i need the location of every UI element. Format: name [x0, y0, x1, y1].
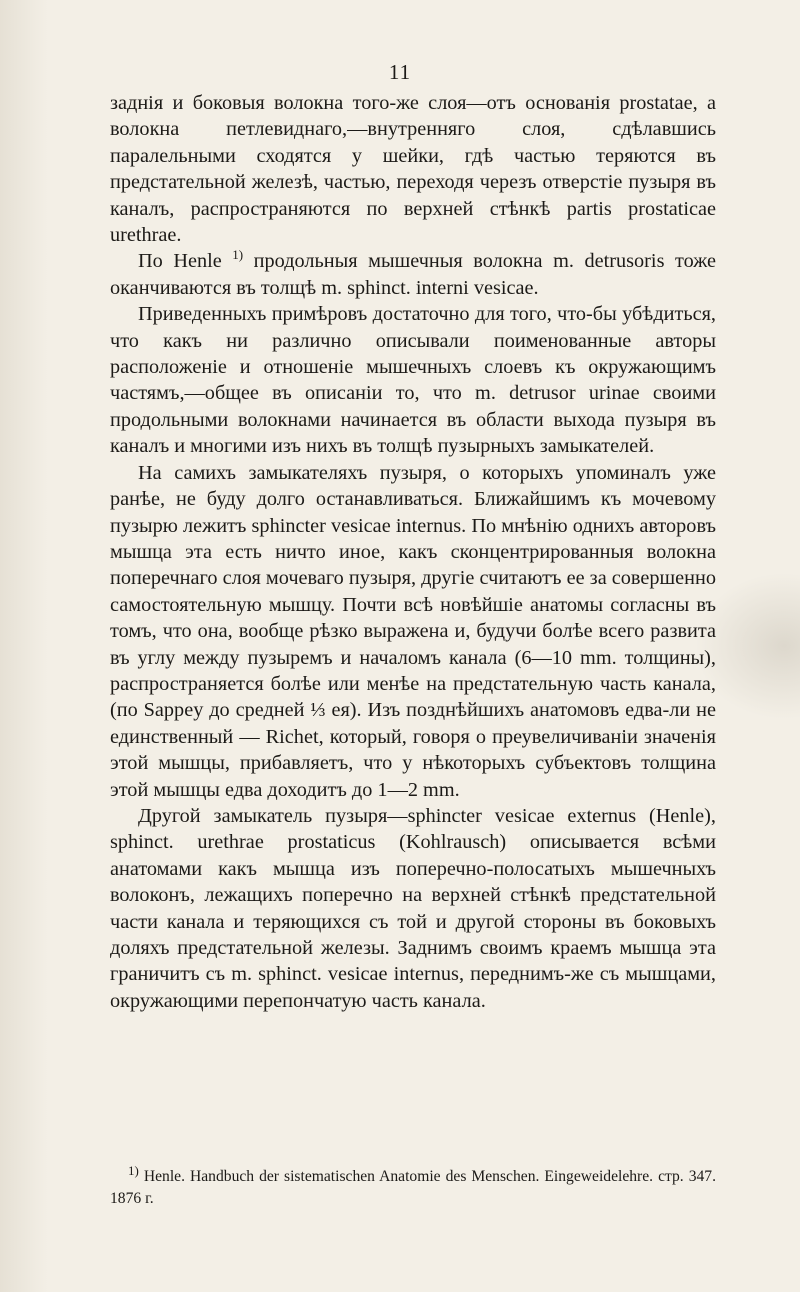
footnote [110, 1162, 716, 1210]
paragraph-5: Другой замыкатель пузыря—sphincter vesicae externus (Henle), sphinct. urethrae prostaticus (Kohlrausch) описывается всѣми анатомами какъ мышца изъ поперечно-полосатыхъ мышечныхъ волоконъ, лежащихъ поперечно на верхней стѣнкѣ предстательной части канала и теряющихся съ той и другой стороны въ боковыхъ доляхъ предстательной железы. Заднимъ своимъ краемъ мышца эта граничитъ съ m. sphinct. vesicae internus, переднимъ-же съ мышцами, окружающими перепончатую часть канала. [110, 804, 716, 1012]
paragraph-2 [110, 248, 716, 301]
paragraph-4: На самихъ замыкателяхъ пузыря, о которыхъ упоминалъ уже ранѣе, не буду долго останавливаться. Ближайшимъ къ мочевому пузырю лежитъ sphincter vesicae internus. По мнѣнію однихъ авторовъ мышца эта есть ничто иное, какъ сконцентрированныя волокна поперечнаго слоя мочеваго пузыря, другіе считаютъ ее за совершенно самостоятельную мышцу. Почти всѣ новѣйшіе анатомы согласны въ томъ, что она, вообще рѣзко выражена и, будучи болѣе всего развита въ углу между пузыремъ и началомъ канала (6—10 mm. толщины), распространяется болѣе или менѣе на предстательную часть канала, (по Sappey до средней ⅓ ея). Изъ позднѣйшихъ анатомовъ едва-ли не единственный — Richet, который, говоря о преувеличиваніи значенія этой мышцы, прибавляетъ, что у нѣкоторыхъ субъектовъ толщина этой мышцы едва доходитъ до 1—2 mm. [110, 461, 716, 801]
paragraph-2-start: По Henle [138, 250, 233, 273]
body-text [110, 90, 716, 1014]
paragraph-2-end: продольныя мышечныя волокна m. detrusoris тоже оканчиваются въ толщѣ m. sphinct. interni vesicae. [110, 250, 716, 299]
footnote-text [110, 1162, 716, 1210]
footnote-citation: Henle. Handbuch der sistematischen Anatomie des Menschen. Eingeweidelehre. стр. 347. 1876 г. [110, 1168, 716, 1207]
footnote-reference: 1) [232, 247, 244, 263]
paragraph-3: Приведенныхъ примѣровъ достаточно для того, что-бы убѣдиться, что какъ ни различно описывали поименованные авторы расположеніе и отношеніе мышечныхъ слоевъ къ окружающимъ частямъ,—общее въ описаніи то, что m. detrusor urinae своими продольными волокнами начинается въ области выхода пузыря въ каналъ и многими изъ нихъ въ толщѣ пузырныхъ замыкателей. [110, 303, 716, 458]
footnote-mark: 1) [128, 1162, 139, 1178]
page-number: 11 [388, 60, 412, 84]
paragraph-1: заднія и боковыя волокна того-же слоя—отъ основанія prostatae, а волокна петлевиднаго,—внутренняго слоя, сдѣлавшись паралельными сходятся у шейки, гдѣ частью теряются въ предстательной железѣ, частью, переходя черезъ отверстіе пузыря въ каналъ, распространяются по верхней стѣнкѣ partis prostaticae urethrae. [110, 92, 716, 247]
